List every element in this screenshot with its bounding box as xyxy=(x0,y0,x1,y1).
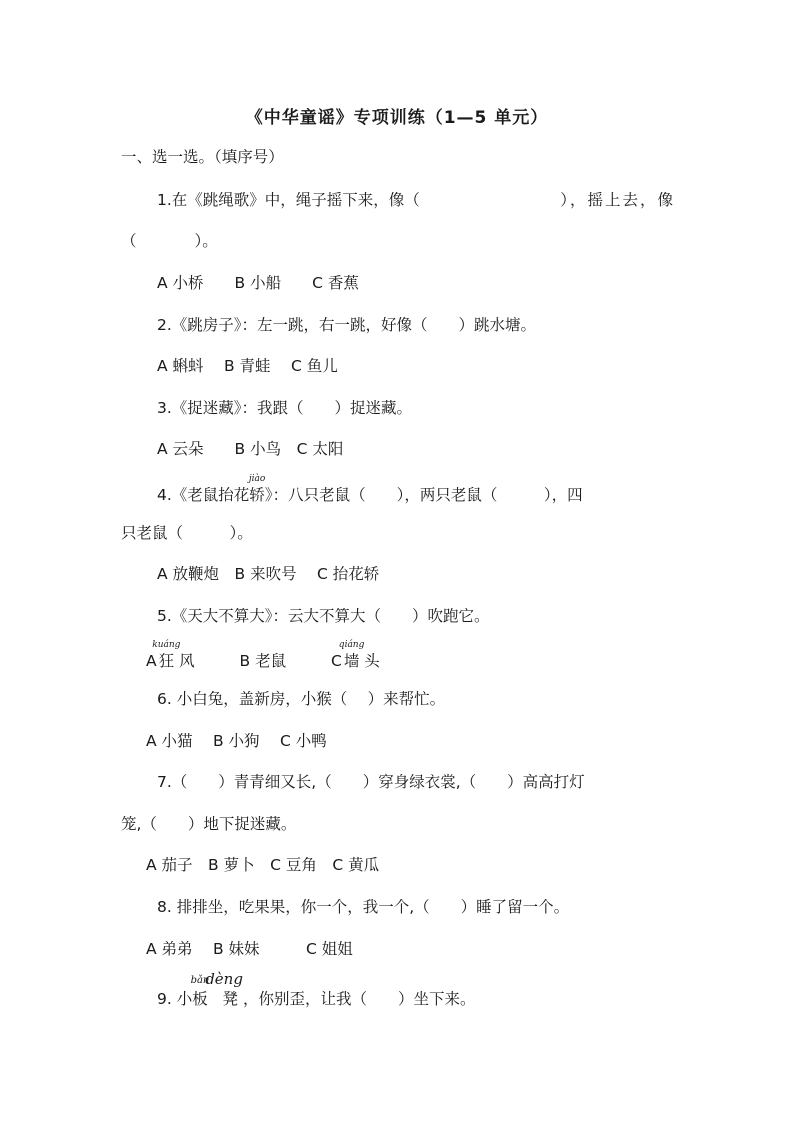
question-3-text: 3.《捉迷藏》：我跟（ ）捉迷藏。 xyxy=(157,399,413,417)
question-5-option-c-label: C xyxy=(331,652,342,670)
question-6-options: A 小猫 B 小狗 C 小鸭 xyxy=(146,732,327,750)
question-5-option-c-pinyin: qiáng xyxy=(338,640,365,650)
question-9-prefix: 9. 小 xyxy=(157,990,193,1008)
question-9-char-1: 板 xyxy=(192,990,208,1008)
question-9-text xyxy=(157,970,476,1008)
page-title: 《中华童谣》专项训练（1—5 单元） xyxy=(245,108,549,128)
question-9-char-2: 凳 xyxy=(222,990,239,1008)
question-5-option-a-char: 狂 xyxy=(158,652,175,670)
question-6-text: 6. 小白兔，盖新房，小猴（ ）来帮忙。 xyxy=(157,690,446,708)
question-5-option-c-char: 墙 xyxy=(343,652,360,670)
question-7-line-2: 笼,（ ）地下捉迷藏。 xyxy=(121,815,297,833)
question-5-text: 5.《天大不算大》：云大不算大（ ）吹跑它。 xyxy=(157,607,490,625)
question-9-rest: ，你别歪，让我（ ）坐下来。 xyxy=(242,990,476,1008)
question-4-prefix: 4.《老鼠抬花 xyxy=(157,486,250,504)
question-8-text: 8. 排排坐，吃果果，你一个，我一个,（ ）睡了留一个。 xyxy=(157,898,570,916)
question-4-line-1 xyxy=(157,474,675,504)
question-7-line-1: 7.（ ）青青细又长,（ ）穿身绿衣裳,（ ）高高打灯 xyxy=(157,773,585,791)
question-4-pinyin: jiào xyxy=(248,474,266,484)
question-4-ruby-char: 轿 xyxy=(249,486,265,504)
question-1-part-a: 1.在《跳绳歌》中，绳子摇下来，像（ xyxy=(157,191,420,209)
question-4-line-2: 只老鼠（ ）。 xyxy=(121,524,253,542)
question-4-rest: 》：八只老鼠（ ），两只老鼠（ ），四 xyxy=(264,486,583,504)
question-5-option-b: B 老鼠 xyxy=(239,652,287,670)
question-1-line-1 xyxy=(157,193,675,209)
question-3-options: A 云朵 B 小鸟 C 太阳 xyxy=(157,440,344,458)
question-2-text: 2.《跳房子》：左一跳，右一跳，好像（ ）跳水塘。 xyxy=(157,316,537,334)
question-2-options: A 蝌蚪 B 青蛙 C 鱼儿 xyxy=(157,357,338,375)
question-5-option-a-ruby xyxy=(152,640,181,670)
question-1-part-d: ）。 xyxy=(194,232,218,250)
question-5-options xyxy=(146,640,380,670)
question-5-option-c-ruby xyxy=(338,640,365,670)
section-heading: 一、选一选。（填序号） xyxy=(121,148,284,166)
question-4-options: A 放鞭炮 B 来吹号 C 抬花轿 xyxy=(157,565,380,583)
question-9-ruby-2 xyxy=(205,970,243,1008)
question-5-option-a-pinyin: kuáng xyxy=(152,640,181,650)
question-7-options: A 茄子 B 萝卜 C 豆角 C 黄瓜 xyxy=(146,856,380,874)
question-1-blank-1[interactable] xyxy=(460,193,520,209)
question-5-option-c-rest: 头 xyxy=(364,652,380,670)
question-5-option-a-rest: 风 xyxy=(179,652,195,670)
question-1-options: A 小桥 B 小船 C 香蕉 xyxy=(157,274,359,292)
question-5-option-a-label: A xyxy=(146,652,157,670)
question-4-ruby xyxy=(248,474,266,504)
question-9-ruby-1 xyxy=(190,975,210,1008)
question-1-part-c: （ xyxy=(121,232,137,250)
question-1-line-2 xyxy=(121,234,218,250)
question-8-options: A 弟弟 B 妹妹 C 姐姐 xyxy=(146,940,353,958)
question-1-part-b: ），摇上去，像 xyxy=(560,191,675,209)
question-9-pinyin-1: bǎn xyxy=(190,975,210,986)
question-9-pinyin-2: dèng xyxy=(205,970,243,988)
